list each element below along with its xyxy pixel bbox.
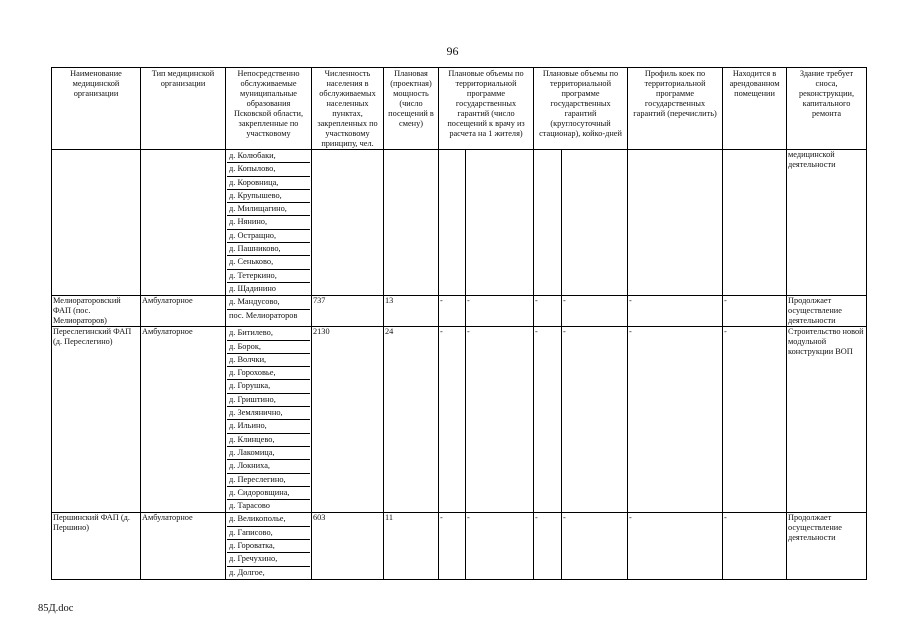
population-cell: 737 xyxy=(312,296,384,327)
hospital-volume-b-cell xyxy=(562,150,628,296)
hospital-volume-a-cell: - xyxy=(534,327,562,513)
visits-volume-b-cell: - xyxy=(466,327,534,513)
settlement-item: д. Копылово, xyxy=(227,163,310,176)
capacity-cell: 13 xyxy=(384,296,439,327)
settlements-cell xyxy=(226,513,312,579)
bed-profile-cell: - xyxy=(628,513,723,579)
settlement-item: д. Коровница, xyxy=(227,177,310,190)
settlement-item: д. Землянично, xyxy=(227,407,310,420)
header-population: Численность населения в обслуживаемых населенных пунктах, закрепленных по участковому принципу, чел. xyxy=(312,68,384,150)
rented-cell: - xyxy=(723,327,787,513)
settlement-item: д. Тетеркино, xyxy=(227,270,310,283)
header-org-type: Тип медицинской организации xyxy=(141,68,226,150)
settlement-item: д. Тарасово xyxy=(229,501,270,511)
settlement-item: д. Великополье, xyxy=(227,513,310,526)
settlement-item: д. Милищагино, xyxy=(227,203,310,216)
settlement-item: д. Горушка, xyxy=(227,380,310,393)
header-capacity: Плановая (проектная) мощность (число посещений в смену) xyxy=(384,68,439,150)
rented-cell: - xyxy=(723,513,787,579)
capacity-cell: 11 xyxy=(384,513,439,579)
visits-volume-a-cell: - xyxy=(439,296,466,327)
capacity-cell: 24 xyxy=(384,327,439,513)
rented-cell: - xyxy=(723,296,787,327)
org-name-cell xyxy=(52,150,141,296)
bed-profile-cell: - xyxy=(628,296,723,327)
visits-volume-a-cell: - xyxy=(439,327,466,513)
settlement-item: д. Ильино, xyxy=(227,420,310,433)
settlement-item: д. Гороховье, xyxy=(227,367,310,380)
settlement-item: д. Клинцево, xyxy=(227,434,310,447)
page-number: 96 xyxy=(446,44,459,58)
org-name-cell: Першинский ФАП (д. Першино) xyxy=(52,513,141,579)
org-type-cell: Амбулаторное xyxy=(141,513,226,579)
capacity-cell xyxy=(384,150,439,296)
settlement-item: д. Переслегино, xyxy=(227,474,310,487)
settlement-item: д. Пашниково, xyxy=(227,243,310,256)
table-row xyxy=(52,150,867,296)
header-row xyxy=(52,68,867,150)
settlement-item: д. Щадинино xyxy=(229,283,276,293)
header-rented: Находится в арендованном помещении xyxy=(723,68,787,150)
building-status-cell: Продолжает осуществление деятельности xyxy=(787,296,867,327)
org-name-cell: Переслегинский ФАП (д. Переслегино) xyxy=(52,327,141,513)
settlement-item: д. Гриштино, xyxy=(227,394,310,407)
hospital-volume-b-cell: - xyxy=(562,327,628,513)
bed-profile-cell: - xyxy=(628,327,723,513)
table-row xyxy=(52,296,867,327)
settlement-item: д. Гаписово, xyxy=(227,527,310,540)
settlements-cell xyxy=(226,150,312,296)
settlement-item: д. Борок, xyxy=(227,341,310,354)
header-bed-profile: Профиль коек по территориальной программе государственных гарантий (перечислить) xyxy=(628,68,723,150)
medical-organizations-table xyxy=(51,67,867,580)
hospital-volume-a-cell xyxy=(534,150,562,296)
bed-profile-cell xyxy=(628,150,723,296)
org-name-cell: Мелиораторовский ФАП (пос. Мелиораторов) xyxy=(52,296,141,327)
population-cell: 2130 xyxy=(312,327,384,513)
settlement-item: д. Мандусово, xyxy=(227,296,310,309)
rented-cell xyxy=(723,150,787,296)
header-building-status: Здание требует сноса, реконструкции, капитального ремонта xyxy=(787,68,867,150)
table-row xyxy=(52,513,867,579)
visits-volume-b-cell xyxy=(466,150,534,296)
visits-volume-b-cell: - xyxy=(466,296,534,327)
settlement-item: д. Лакомица, xyxy=(227,447,310,460)
settlement-item: д. Колюбаки, xyxy=(227,150,310,163)
header-settlements: Непосредственно обслуживаемые муниципальные образования Псковской области, закрепленные по участковому xyxy=(226,68,312,150)
visits-volume-a-cell: - xyxy=(439,513,466,579)
settlement-item: д. Битилево, xyxy=(227,327,310,340)
footer-filename: 85Д.doc xyxy=(38,603,74,614)
hospital-volume-b-cell: - xyxy=(562,513,628,579)
settlement-item: д. Сеньково, xyxy=(227,256,310,269)
settlements-cell xyxy=(226,296,312,327)
org-type-cell: Амбулаторное xyxy=(141,327,226,513)
settlement-item: д. Гороватка, xyxy=(227,540,310,553)
settlement-item: д. Локниха, xyxy=(227,460,310,473)
hospital-volume-a-cell: - xyxy=(534,513,562,579)
hospital-volume-a-cell: - xyxy=(534,296,562,327)
population-cell xyxy=(312,150,384,296)
settlement-item: д. Сидоровщина, xyxy=(227,487,310,500)
settlement-item: д. Долгое, xyxy=(229,567,265,577)
settlement-item: д. Волчки, xyxy=(227,354,310,367)
settlements-cell xyxy=(226,327,312,513)
building-status-cell: Строительство новой модульной конструкции ВОП xyxy=(787,327,867,513)
building-status-cell: медицинской деятельности xyxy=(787,150,867,296)
settlement-item: пос. Мелиораторов xyxy=(229,310,298,320)
population-cell: 603 xyxy=(312,513,384,579)
org-type-cell: Амбулаторное xyxy=(141,296,226,327)
visits-volume-a-cell xyxy=(439,150,466,296)
building-status-cell: Продолжает осуществление деятельности xyxy=(787,513,867,579)
table-row xyxy=(52,327,867,513)
header-org-name: Наименование медицинской организации xyxy=(52,68,141,150)
visits-volume-b-cell: - xyxy=(466,513,534,579)
settlement-item: д. Остращно, xyxy=(227,230,310,243)
settlement-item: д. Нянино, xyxy=(227,216,310,229)
settlement-item: д. Крупышево, xyxy=(227,190,310,203)
header-visits-volume: Плановые объемы по территориальной программе государственных гарантий (число посещений к врачу из расчета на 1 жителя) xyxy=(439,68,534,150)
settlement-item: д. Гречухино, xyxy=(227,553,310,566)
header-hospital-volume: Плановые объемы по территориальной программе государственных гарантий (круглосуточный стационар), койко-дней xyxy=(534,68,628,150)
org-type-cell xyxy=(141,150,226,296)
hospital-volume-b-cell: - xyxy=(562,296,628,327)
